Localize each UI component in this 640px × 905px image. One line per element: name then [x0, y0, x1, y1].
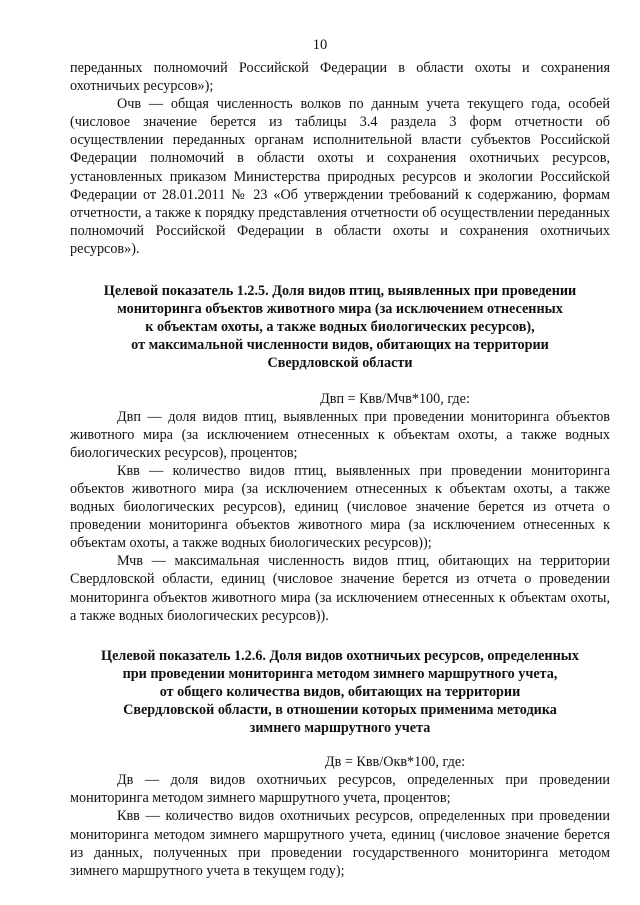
page-number: 10: [312, 37, 328, 53]
paragraph: Дв — доля видов охотничьих ресурсов, определенных при проведении мониторинга методом зимнего маршрутного учета, процентов;: [70, 772, 610, 807]
page-body: [70, 59, 610, 880]
formula: Дв = Квв/Окв*100, где:: [324, 754, 466, 771]
section-heading: [70, 647, 610, 737]
heading-line: от общего количества видов, обитающих на территории: [159, 683, 521, 700]
section-heading: [70, 282, 610, 372]
heading-line: от максимальной численности видов, обитающих на территории: [131, 337, 549, 354]
heading-line: Целевой показатель 1.2.6. Доля видов охотничьих ресурсов, определенных: [101, 647, 579, 664]
paragraph: Квв — количество видов охотничьих ресурсов, определенных при проведении мониторинга методом зимнего маршрутного учета, единиц (числовое значение берется из данных, полученных при проведении государственного мониторинга методом зимнего маршрутного учета в текущем году);: [70, 808, 610, 879]
paragraph: Двп — доля видов птиц, выявленных при проведении мониторинга объектов животного мира (за исключением отнесенных к объектам охоты, а также водных биологических ресурсов), процентов;: [70, 408, 610, 461]
paragraph: Квв — количество видов птиц, выявленных при проведении мониторинга объектов животного мира (за исключением отнесенных к объектам охоты, а также водных биологических ресурсов), единиц (числовое значение берется из отчета о проведении мониторинга объектов животного мира (за исключением отнесенных к объектам охоты, а также водных биологических ресурсов));: [70, 462, 610, 552]
paragraph: переданных полномочий Российской Федерации в области охоты и сохранения охотничьих ресурсов»);: [70, 60, 610, 95]
paragraph: Очв — общая численность волков по данным учета текущего года, особей (числовое значение берется из таблицы 3.4 раздела 3 форм отчетности об осуществлении переданных органам исполнительной власти субъектов Российской Федерации полномочий в области охоты и сохранения охотничьих ресурсов, установленных приказом Министерства природных ресурсов и экологии Российской Федерации от 28.01.2011 № 23 «Об утверждении требований к содержанию, формам отчетности, а также к порядку представления отчетности об осуществлении переданных полномочий Российской Федерации в области охоты и сохранения охотничьих ресурсов»).: [70, 96, 610, 257]
heading-line: к объектам охоты, а также водных биологических ресурсов),: [145, 319, 535, 336]
heading-line: Целевой показатель 1.2.5. Доля видов птиц, выявленных при проведении: [103, 283, 577, 300]
formula: Двп = Квв/Мчв*100, где:: [320, 390, 470, 407]
heading-line: зимнего маршрутного учета: [249, 720, 431, 737]
heading-line: при проведении мониторинга методом зимнего маршрутного учета,: [122, 665, 558, 682]
heading-line: мониторинга объектов животного мира (за исключением отнесенных: [117, 301, 563, 318]
paragraph: Мчв — максимальная численность видов птиц, обитающих на территории Свердловской области, единиц (числовое значение берется из отчета о проведении мониторинга объектов животного мира (за исключением отнесенных к объектам охоты, а также водных биологических ресурсов)).: [70, 553, 610, 624]
heading-line: Свердловской области, в отношении которых применима методика: [123, 702, 557, 718]
heading-line: Свердловской области: [267, 355, 413, 372]
